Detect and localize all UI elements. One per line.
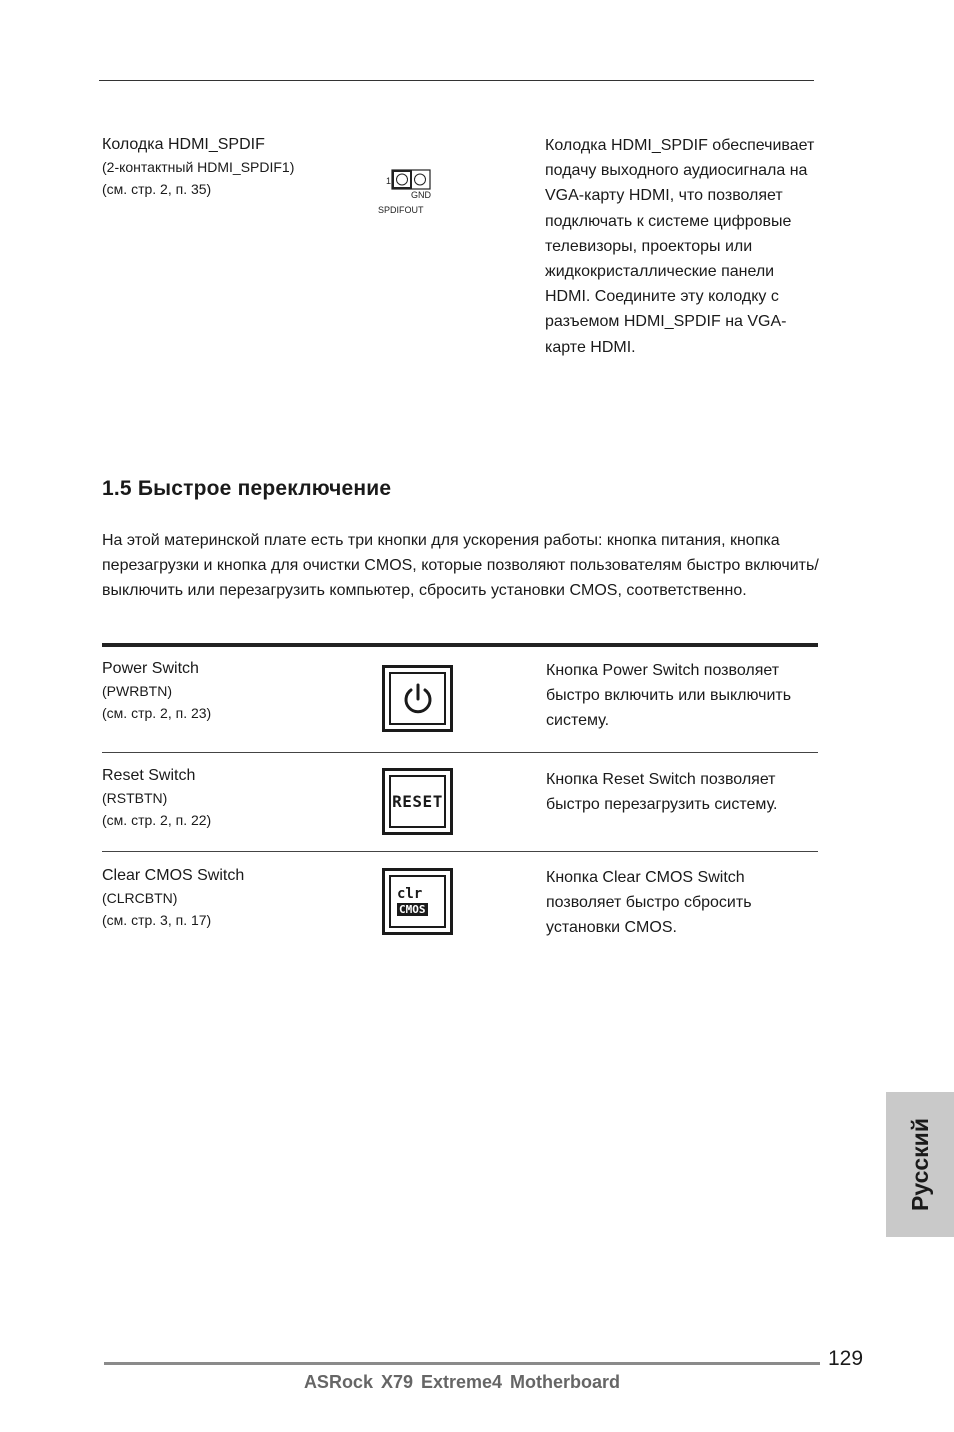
reset-switch-description: Кнопка Reset Switch позволяет быстро перезагрузить систему. xyxy=(546,771,778,814)
footer-title: ASRock X79 Extreme4 Motherboard xyxy=(303,1372,621,1392)
hdmi-spdif-description: Колодка HDMI_SPDIF обеспечивает подачу выходного аудиосигнала на VGA-карту HDMI, что позволяет подключать к системе цифровые телевизоры, проекторы или жидкокристаллические панели HDMI. Соедините эту колодку с разъемом HDMI_SPDIF на VGA-карте HDMI. xyxy=(545,137,815,356)
clr-label: clr xyxy=(397,886,423,902)
header-pin-icon xyxy=(378,167,438,219)
clear-cmos-switch-label-block xyxy=(102,865,244,931)
footer-rule xyxy=(104,1362,820,1365)
clear-cmos-switch-name: Clear CMOS Switch xyxy=(102,867,245,884)
reset-switch-name: Reset Switch xyxy=(102,767,196,784)
cmos-label: CMOS xyxy=(399,903,426,916)
section-intro: На этой материнской плате есть три кнопки для ускорения работы: кнопка питания, кнопка перезагрузки и кнопка для очистки CMOS, которые позволяют пользователям быстро включить/выключить или перезагрузить компьютер, сбросить установки CMOS, соответственно. xyxy=(102,532,819,600)
page-number: 129 xyxy=(828,1347,864,1370)
reset-switch-ref: (см. стр. 2, п. 22) xyxy=(102,812,212,828)
hdmi-spdif-header-diagram xyxy=(378,167,438,219)
reset-icon xyxy=(382,768,453,835)
pin-one-label: 1 xyxy=(386,176,392,186)
row-divider xyxy=(102,851,818,852)
row-divider xyxy=(102,752,818,753)
clear-cmos-switch-code: (CLRCBTN) xyxy=(102,890,178,906)
reset-switch-code: (RSTBTN) xyxy=(102,790,168,806)
top-divider xyxy=(99,80,814,81)
power-symbol xyxy=(401,682,435,716)
power-icon xyxy=(382,665,453,732)
spdifout-label: SPDIFOUT xyxy=(378,205,424,215)
table-top-rule xyxy=(102,643,818,647)
power-switch-label-block xyxy=(102,658,211,724)
language-side-tab-label: Русский xyxy=(906,1118,933,1211)
clear-cmos-switch-ref: (см. стр. 3, п. 17) xyxy=(102,912,212,928)
clear-cmos-switch-description: Кнопка Clear CMOS Switch позволяет быстро сбросить установки CMOS. xyxy=(546,869,752,937)
hdmi-spdif-pins: (2-контактный HDMI_SPDIF1) xyxy=(102,159,295,175)
gnd-label: GND xyxy=(411,190,431,200)
hdmi-spdif-title: Колодка HDMI_SPDIF xyxy=(102,136,265,153)
power-switch-description: Кнопка Power Switch позволяет быстро включить или выключить систему. xyxy=(546,662,792,730)
power-switch-ref: (см. стр. 2, п. 23) xyxy=(102,705,212,721)
reset-icon-label: RESET xyxy=(392,792,443,811)
reset-switch-label-block xyxy=(102,765,211,831)
clear-cmos-icon xyxy=(382,868,453,935)
section-title: 1.5 Быстрое переключение xyxy=(102,477,392,500)
power-switch-code: (PWRBTN) xyxy=(102,683,172,699)
language-side-tab xyxy=(886,1092,954,1237)
power-switch-name: Power Switch xyxy=(102,660,199,677)
hdmi-spdif-ref: (см. стр. 2, п. 35) xyxy=(102,181,212,197)
hdmi-spdif-label-block xyxy=(102,134,294,200)
